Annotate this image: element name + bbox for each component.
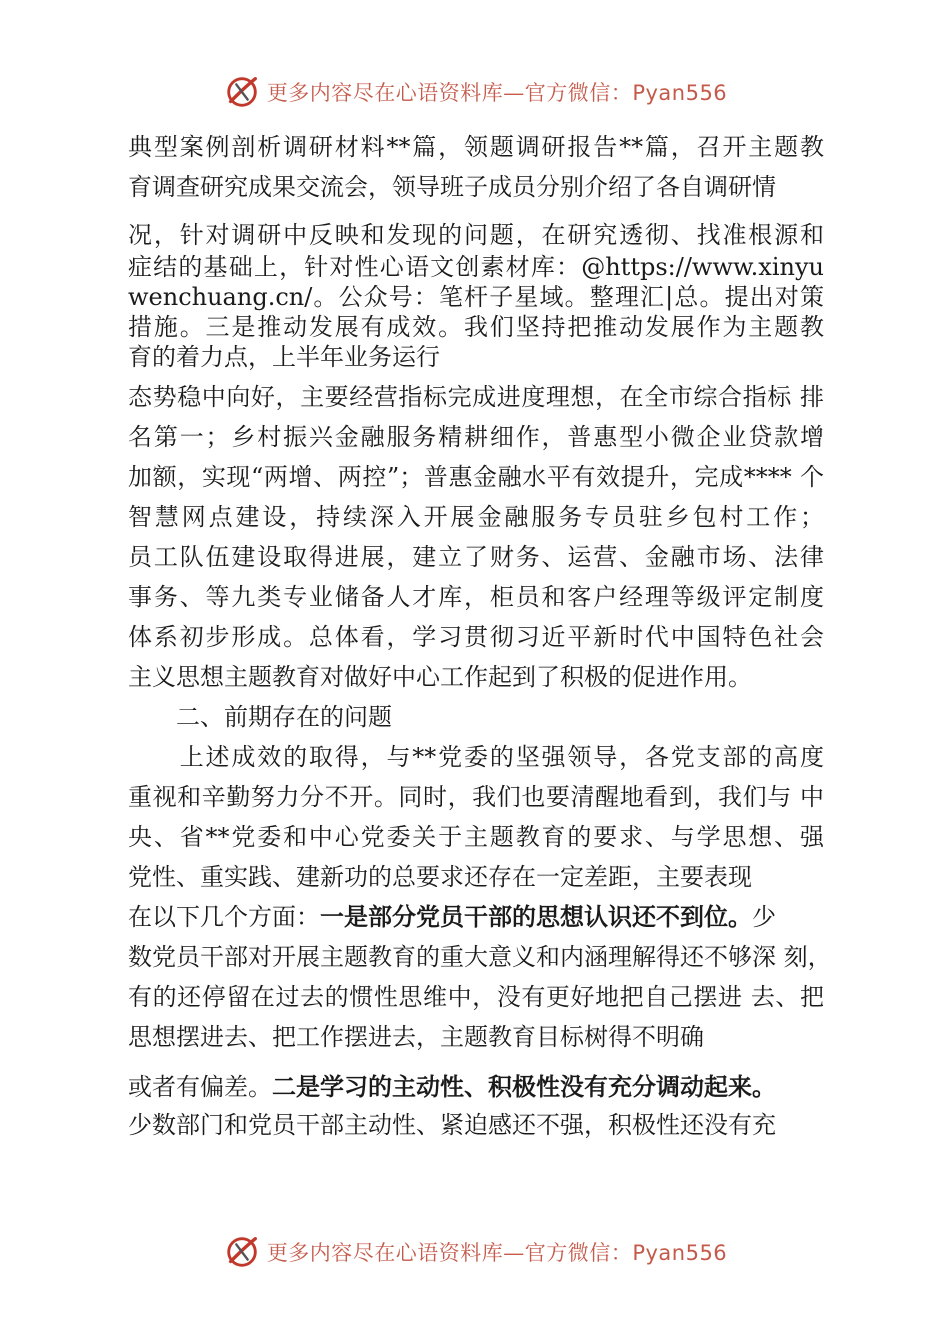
line-text: 或者有偏差。 xyxy=(128,1073,272,1101)
line-text: 少 xyxy=(752,903,776,931)
watermark-label: 更多内容尽在心语资料库—官方微信： xyxy=(266,81,633,105)
line-text: 在以下几个方面： xyxy=(128,903,320,931)
body-line: 智慧网点建设，持续深入开展金融服务专员驻乡包村工作； xyxy=(128,503,824,531)
body-line: 思想摆进去、把工作摆进去，主题教育目标树得不明确 xyxy=(128,1023,704,1051)
body-line: 事务、等九类专业储备人才库，柜员和客户经理等级评定制度 xyxy=(128,583,824,611)
body-line: 措施。三是推动发展有成效。我们坚持把推动发展作为主题教 xyxy=(128,313,824,341)
body-line: wenchuang.cn/。公众号：笔杆子星域。整理汇|总。提出对策 xyxy=(128,283,824,311)
body-line: 上述成效的取得，与**党委的坚强领导，各党支部的高度 xyxy=(128,743,824,771)
watermark-id: Pyan556 xyxy=(632,81,728,105)
body-line: 主义思想主题教育对做好中心工作起到了积极的促进作用。 xyxy=(128,663,752,691)
body-line: 症结的基础上，针对性心语文创素材库：@https://www.xinyu xyxy=(128,253,824,281)
body-line: 员工队伍建设取得进展，建立了财务、运营、金融市场、法律 xyxy=(128,543,824,571)
body-line xyxy=(128,902,776,932)
watermark-banner-top xyxy=(0,70,950,114)
brand-logo-icon xyxy=(223,73,261,111)
body-line: 体系初步形成。总体看，学习贯彻习近平新时代中国特色社会 xyxy=(128,623,824,651)
brand-logo-icon xyxy=(223,1233,261,1271)
body-line: 央、省**党委和中心党委关于主题教育的要求、与学思想、强 xyxy=(128,823,824,851)
body-line: 况，针对调研中反映和发现的问题，在研究透彻、找准根源和 xyxy=(128,221,824,249)
body-line xyxy=(128,1072,776,1102)
watermark-banner-bottom xyxy=(0,1230,950,1274)
body-line: 育的着力点，上半年业务运行 xyxy=(128,343,440,371)
body-line: 加额，实现“两增、两控”；普惠金融水平有效提升，完成**** 个 xyxy=(128,463,824,491)
watermark-label: 更多内容尽在心语资料库—官方微信： xyxy=(266,1241,633,1265)
body-line: 典型案例剖析调研材料**篇，领题调研报告**篇，召开主题教 xyxy=(128,133,824,161)
body-line: 重视和辛勤努力分不开。同时，我们也要清醒地看到，我们与 中 xyxy=(128,783,824,811)
watermark-text xyxy=(267,1237,727,1267)
body-line: 数党员干部对开展主题教育的重大意义和内涵理解得还不够深 刻， xyxy=(128,943,832,971)
body-line: 育调查研究成果交流会，领导班子成员分别介绍了各自调研情 xyxy=(128,173,776,201)
body-line: 少数部门和党员干部主动性、紧迫感还不强，积极性还没有充 xyxy=(128,1111,776,1139)
watermark-id: Pyan556 xyxy=(632,1241,728,1265)
body-line: 党性、重实践、建新功的总要求还存在一定差距，主要表现 xyxy=(128,863,752,891)
bold-heading-text: 二是学习的主动性、积极性没有充分调动起来。 xyxy=(272,1073,776,1101)
watermark-text xyxy=(267,77,727,107)
body-line: 二、前期存在的问题 xyxy=(128,703,392,731)
body-line: 态势稳中向好，主要经营指标完成进度理想，在全市综合指标 排 xyxy=(128,383,824,411)
bold-heading-text: 一是部分党员干部的思想认识还不到位。 xyxy=(320,903,752,931)
body-line: 有的还停留在过去的惯性思维中，没有更好地把自己摆进 去、把 xyxy=(128,983,824,1011)
body-line: 名第一；乡村振兴金融服务精耕细作，普惠型小微企业贷款增 xyxy=(128,423,824,451)
